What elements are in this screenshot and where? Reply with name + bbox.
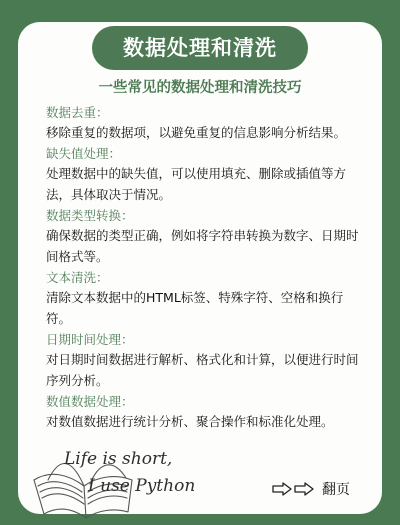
section-type-conversion (46, 207, 366, 267)
slogan-line-1: Life is short, (64, 449, 173, 469)
section-heading: 日期时间处理： (46, 332, 134, 347)
page-subtitle: 一些常见的数据处理和清洗技巧 (98, 80, 302, 96)
section-heading: 数值数据处理： (46, 394, 134, 409)
section-list (46, 104, 366, 434)
double-arrow-right-icon (272, 482, 316, 496)
next-page-label: 翻页 (322, 482, 350, 498)
section-body: 确保数据的类型正确，例如将字符串转换为数字、日期时间格式等。 (46, 228, 359, 264)
section-body: 对日期时间数据进行解析、格式化和计算，以便进行时间序列分析。 (46, 352, 359, 388)
section-text-cleaning (46, 269, 366, 329)
page-title: 数据处理和清洗 (92, 26, 308, 70)
section-body: 处理数据中的缺失值，可以使用填充、删除或插值等方法，具体取决于情况。 (46, 166, 347, 202)
section-missing-values (46, 145, 366, 205)
section-dedup (46, 104, 366, 143)
next-page-button[interactable] (272, 479, 350, 499)
section-heading: 数据类型转换： (46, 208, 134, 223)
slogan-line-2: I use Python (88, 476, 196, 496)
section-numeric (46, 393, 366, 432)
section-heading: 数据去重： (46, 105, 109, 120)
section-heading: 文本清洗： (46, 270, 109, 285)
section-heading: 缺失值处理： (46, 146, 122, 161)
section-datetime (46, 331, 366, 391)
section-body: 清除文本数据中的HTML标签、特殊字符、空格和换行符。 (46, 290, 344, 326)
section-body: 对数值数据进行统计分析、聚合操作和标准化处理。 (46, 414, 334, 429)
section-body: 移除重复的数据项，以避免重复的信息影响分析结果。 (46, 125, 347, 140)
